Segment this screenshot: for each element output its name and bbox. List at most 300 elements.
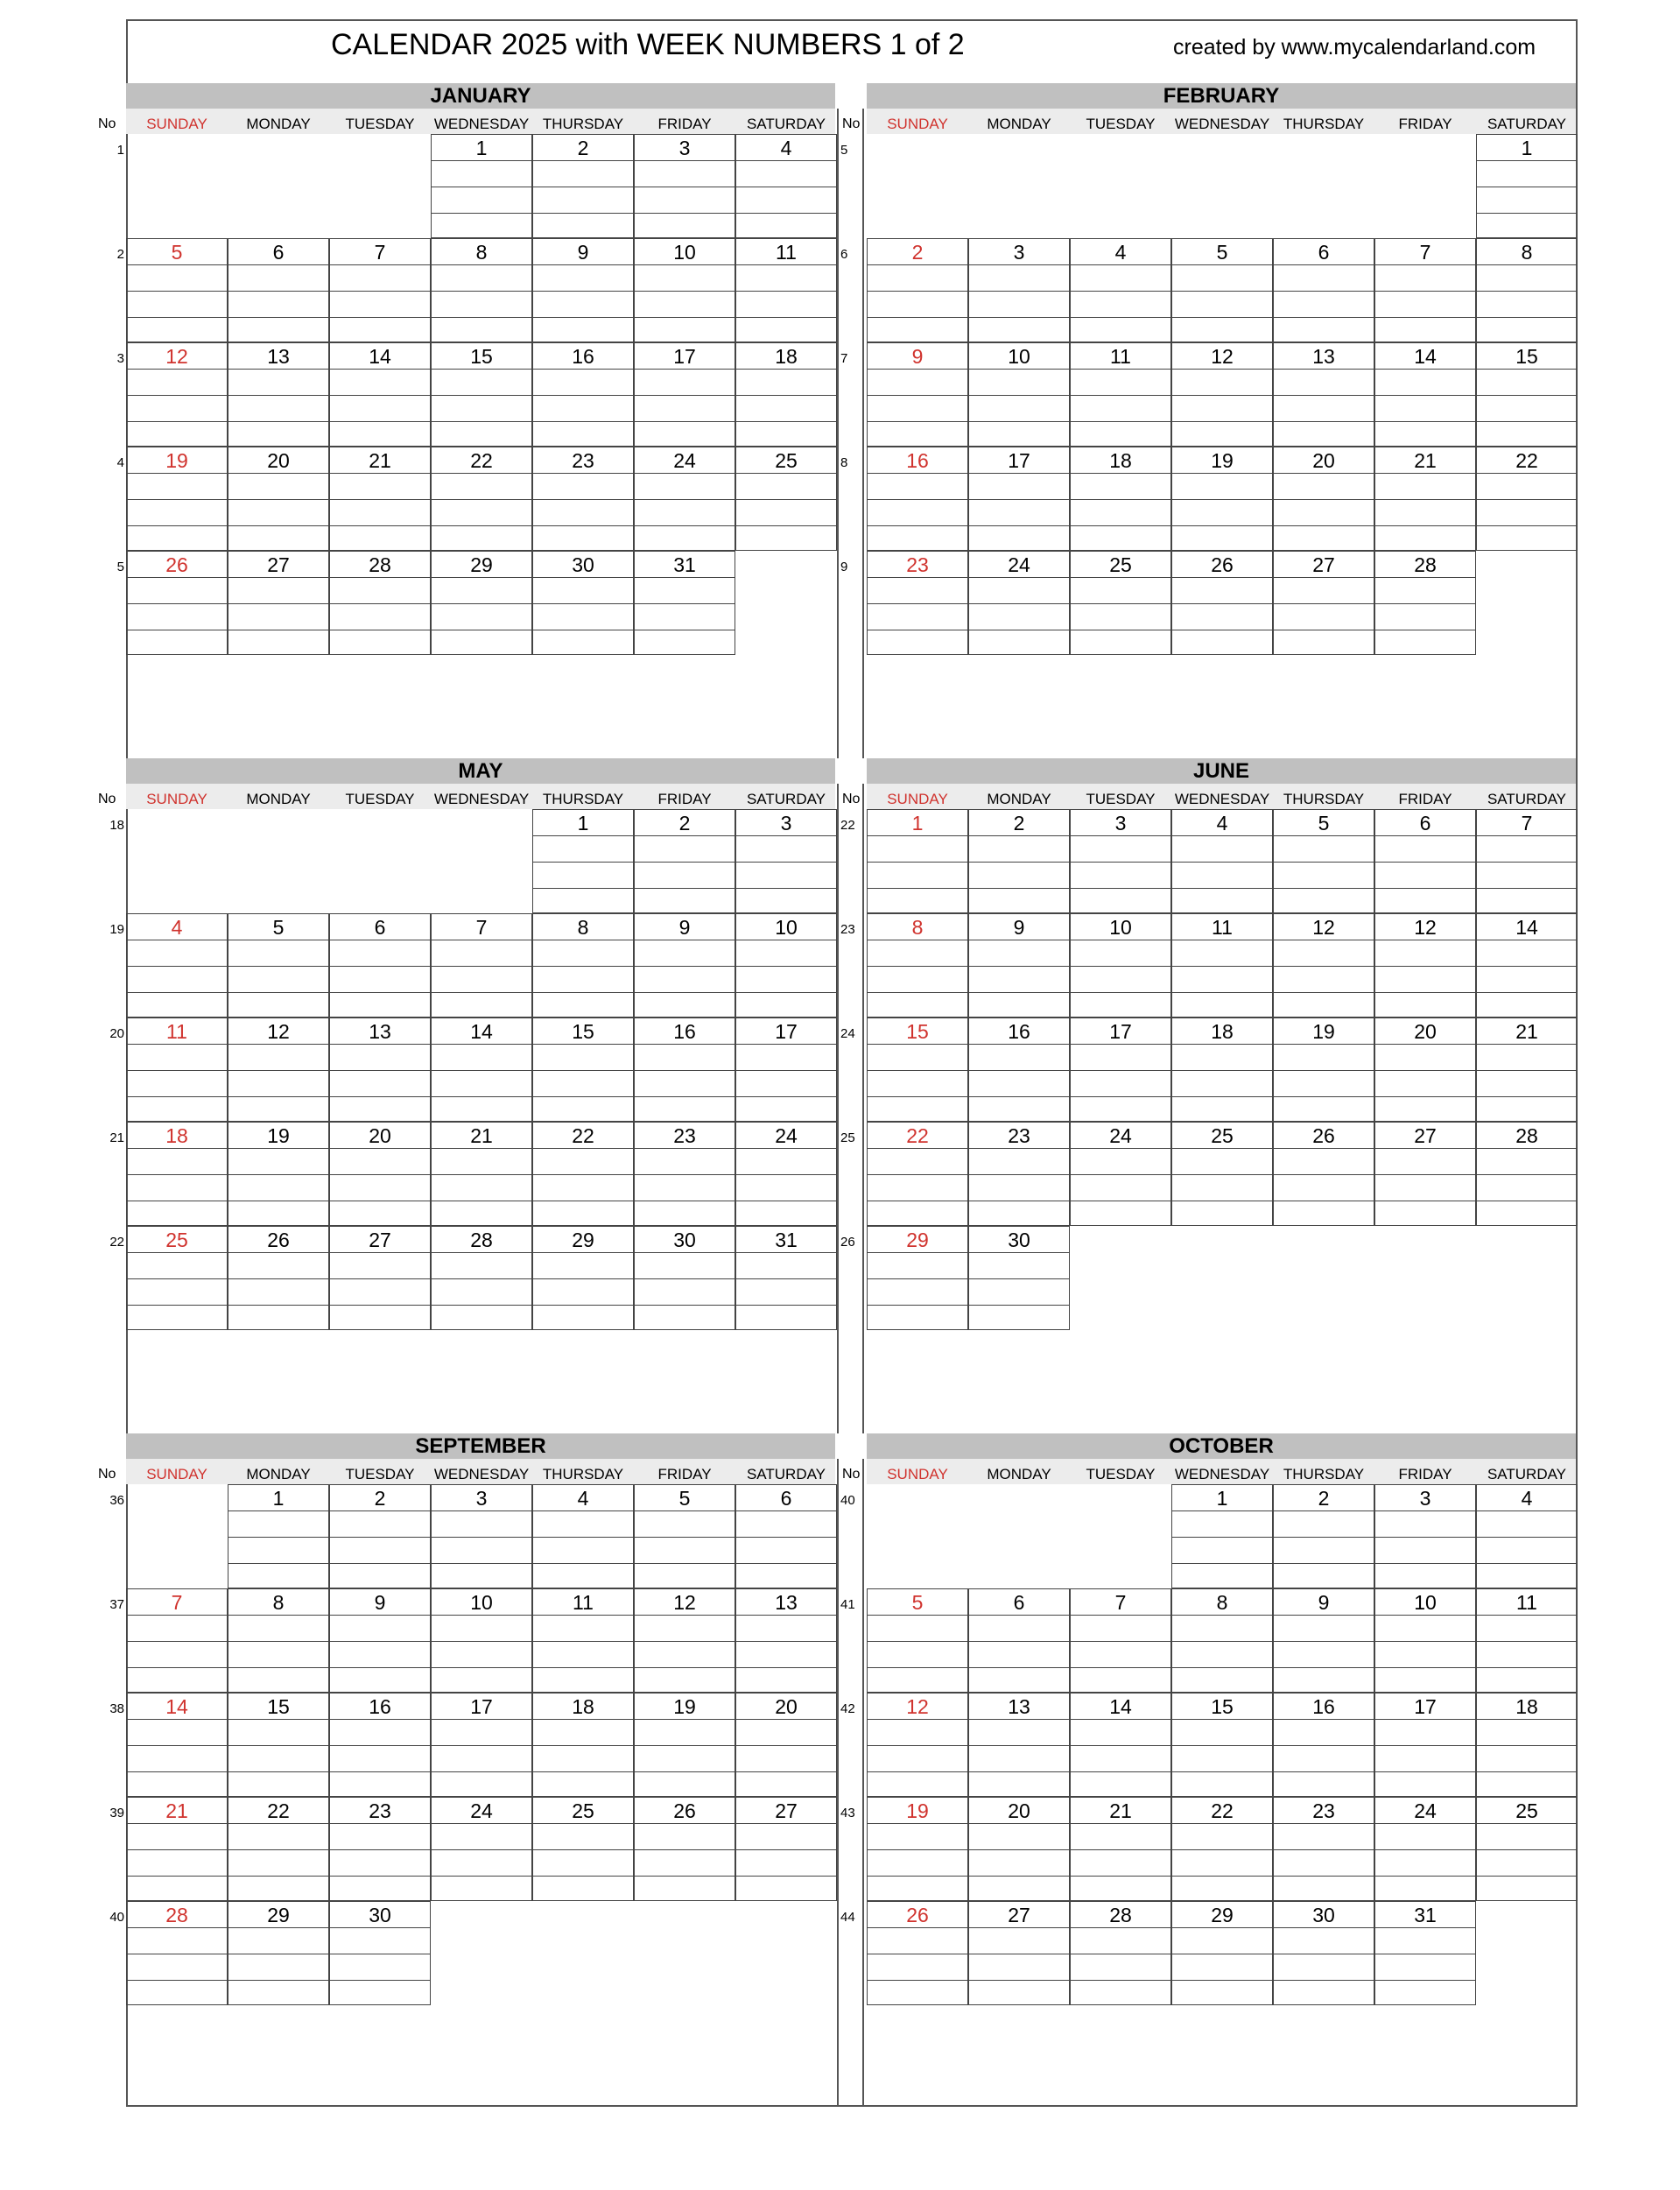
day-cell[interactable] xyxy=(634,1226,735,1330)
day-cell[interactable] xyxy=(431,447,532,551)
note-line xyxy=(1274,264,1374,265)
day-cell[interactable] xyxy=(634,447,735,551)
day-number: 22 xyxy=(470,449,493,472)
day-cell[interactable] xyxy=(1273,551,1374,655)
day-cell[interactable] xyxy=(431,342,532,447)
day-cell[interactable] xyxy=(126,1122,228,1226)
day-cell[interactable] xyxy=(1374,447,1476,551)
note-line xyxy=(1172,473,1272,474)
day-cell[interactable] xyxy=(1273,913,1374,1018)
day-cell[interactable] xyxy=(1171,1901,1273,2005)
day-cell[interactable] xyxy=(126,447,228,551)
empty-day-cell xyxy=(126,809,228,913)
day-cell[interactable] xyxy=(634,1693,735,1797)
day-cell[interactable] xyxy=(532,1484,634,1588)
day-cell[interactable] xyxy=(532,134,634,238)
day-cell[interactable] xyxy=(228,1484,329,1588)
day-cell[interactable] xyxy=(968,913,1070,1018)
day-cell[interactable] xyxy=(431,134,532,238)
day-cell[interactable] xyxy=(1070,447,1171,551)
note-line xyxy=(432,1667,531,1668)
day-cell[interactable] xyxy=(735,342,837,447)
week-row xyxy=(126,1122,835,1226)
day-cell[interactable] xyxy=(1273,1797,1374,1901)
day-cell[interactable] xyxy=(1374,913,1476,1018)
day-cell[interactable] xyxy=(532,1693,634,1797)
day-cell[interactable] xyxy=(329,551,431,655)
day-cell[interactable] xyxy=(431,1797,532,1901)
day-cell[interactable] xyxy=(867,1901,968,2005)
note-line xyxy=(432,1252,531,1253)
day-cell[interactable] xyxy=(532,1018,634,1122)
day-cell[interactable] xyxy=(634,342,735,447)
note-line xyxy=(736,1667,836,1668)
note-line xyxy=(635,1278,735,1279)
note-line xyxy=(533,160,633,161)
week-row xyxy=(867,551,1576,655)
day-cell[interactable] xyxy=(1171,238,1273,342)
weekday-label-wednesday: WEDNESDAY xyxy=(433,1466,530,1482)
day-cell[interactable] xyxy=(634,134,735,238)
day-cell[interactable] xyxy=(867,1018,968,1122)
day-cell[interactable] xyxy=(1374,1797,1476,1901)
day-number: 29 xyxy=(1211,1904,1234,1926)
weekday-label-thursday: THURSDAY xyxy=(1283,116,1365,132)
day-cell[interactable] xyxy=(532,1122,634,1226)
day-cell[interactable] xyxy=(1171,342,1273,447)
day-cell[interactable] xyxy=(1273,1588,1374,1693)
note-line xyxy=(1274,1096,1374,1097)
day-cell[interactable] xyxy=(735,809,837,913)
day-cell[interactable] xyxy=(1374,1901,1476,2005)
day-cell[interactable] xyxy=(1171,913,1273,1018)
day-cell[interactable] xyxy=(867,809,968,913)
day-cell[interactable] xyxy=(867,913,968,1018)
day-cell[interactable] xyxy=(634,809,735,913)
day-number: 8 xyxy=(1216,1591,1228,1614)
day-cell[interactable] xyxy=(431,1693,532,1797)
day-number: 27 xyxy=(1008,1904,1030,1926)
note-line xyxy=(330,966,430,967)
day-cell[interactable] xyxy=(968,447,1070,551)
day-number: 2 xyxy=(1318,1487,1330,1510)
day-cell[interactable] xyxy=(968,342,1070,447)
day-cell[interactable] xyxy=(329,1018,431,1122)
note-line xyxy=(868,395,967,396)
day-cell[interactable] xyxy=(968,1588,1070,1693)
day-cell[interactable] xyxy=(228,551,329,655)
day-cell[interactable] xyxy=(1476,809,1578,913)
day-cell[interactable] xyxy=(1070,342,1171,447)
day-cell[interactable] xyxy=(126,1226,228,1330)
note-line xyxy=(330,1849,430,1850)
day-number: 12 xyxy=(673,1591,696,1614)
note-line xyxy=(1274,1927,1374,1928)
note-line xyxy=(330,525,430,526)
note-line xyxy=(432,992,531,993)
day-cell[interactable] xyxy=(634,551,735,655)
day-cell[interactable] xyxy=(1476,134,1578,238)
day-cell[interactable] xyxy=(735,1484,837,1588)
day-cell[interactable] xyxy=(228,447,329,551)
note-line xyxy=(969,1278,1069,1279)
note-line xyxy=(1375,1510,1475,1511)
day-number: 16 xyxy=(572,345,594,368)
note-line xyxy=(969,264,1069,265)
day-cell[interactable] xyxy=(867,1122,968,1226)
day-cell[interactable] xyxy=(634,1797,735,1901)
day-cell[interactable] xyxy=(1476,1018,1578,1122)
empty-day-cell xyxy=(1273,134,1374,238)
day-cell[interactable] xyxy=(1171,1797,1273,1901)
day-cell[interactable] xyxy=(1476,1797,1578,1901)
empty-day-cell xyxy=(228,134,329,238)
day-cell[interactable] xyxy=(968,1797,1070,1901)
day-cell[interactable] xyxy=(634,1588,735,1693)
note-line xyxy=(533,1044,633,1045)
day-cell[interactable] xyxy=(1476,1122,1578,1226)
day-cell[interactable] xyxy=(1171,1018,1273,1122)
day-cell[interactable] xyxy=(431,551,532,655)
weekday-label-tuesday: TUESDAY xyxy=(345,1466,415,1482)
day-cell[interactable] xyxy=(735,447,837,551)
note-line xyxy=(736,1771,836,1772)
day-cell[interactable] xyxy=(867,1693,968,1797)
day-cell[interactable] xyxy=(329,1797,431,1901)
day-cell[interactable] xyxy=(1070,238,1171,342)
week-row xyxy=(126,238,835,342)
note-line xyxy=(868,603,967,604)
note-line xyxy=(1375,499,1475,500)
week-number: 40 xyxy=(840,1493,855,1508)
day-cell[interactable] xyxy=(735,1797,837,1901)
day-cell[interactable] xyxy=(968,1018,1070,1122)
day-cell[interactable] xyxy=(228,342,329,447)
day-number: 5 xyxy=(1216,241,1228,264)
note-line xyxy=(868,1044,967,1045)
day-cell[interactable] xyxy=(1070,1797,1171,1901)
day-cell[interactable] xyxy=(532,238,634,342)
day-number: 9 xyxy=(678,916,691,939)
weekday-label-thursday: THURSDAY xyxy=(1283,791,1365,807)
day-cell[interactable] xyxy=(634,913,735,1018)
day-cell[interactable] xyxy=(1476,1693,1578,1797)
note-line xyxy=(1477,1044,1577,1045)
day-cell[interactable] xyxy=(634,238,735,342)
day-cell[interactable] xyxy=(1374,238,1476,342)
day-cell[interactable] xyxy=(1374,1588,1476,1693)
day-cell[interactable] xyxy=(228,913,329,1018)
day-cell[interactable] xyxy=(1273,447,1374,551)
week-row xyxy=(126,809,835,913)
note-line xyxy=(533,835,633,836)
day-cell[interactable] xyxy=(1070,1693,1171,1797)
note-line xyxy=(1274,1719,1374,1720)
day-cell[interactable] xyxy=(1171,551,1273,655)
day-cell[interactable] xyxy=(431,913,532,1018)
day-cell[interactable] xyxy=(431,1226,532,1330)
day-cell[interactable] xyxy=(532,551,634,655)
day-cell[interactable] xyxy=(735,1693,837,1797)
day-cell[interactable] xyxy=(867,1226,968,1330)
week-number: 9 xyxy=(840,560,848,574)
day-cell[interactable] xyxy=(228,238,329,342)
note-line xyxy=(432,1823,531,1824)
day-number: 11 xyxy=(1110,345,1131,368)
week-row xyxy=(126,1797,835,1901)
note-line xyxy=(533,862,633,863)
day-cell[interactable] xyxy=(1374,1693,1476,1797)
day-cell[interactable] xyxy=(228,1588,329,1693)
column-divider xyxy=(837,784,864,1433)
day-cell[interactable] xyxy=(1273,1018,1374,1122)
day-number: 27 xyxy=(267,553,290,576)
day-cell[interactable] xyxy=(1374,809,1476,913)
day-cell[interactable] xyxy=(126,342,228,447)
day-cell[interactable] xyxy=(634,1484,735,1588)
day-cell[interactable] xyxy=(1070,551,1171,655)
day-cell[interactable] xyxy=(532,809,634,913)
day-cell[interactable] xyxy=(867,1588,968,1693)
day-cell[interactable] xyxy=(1476,913,1578,1018)
note-line xyxy=(432,966,531,967)
note-line xyxy=(1071,1823,1170,1824)
day-number: 14 xyxy=(470,1020,493,1043)
note-line xyxy=(228,317,328,318)
day-cell[interactable] xyxy=(431,1122,532,1226)
day-cell[interactable] xyxy=(126,1901,228,2005)
day-cell[interactable] xyxy=(968,1901,1070,2005)
note-line xyxy=(1375,317,1475,318)
note-line xyxy=(1477,1823,1577,1824)
note-line xyxy=(533,1096,633,1097)
day-cell[interactable] xyxy=(228,1901,329,2005)
day-cell[interactable] xyxy=(329,1484,431,1588)
day-cell[interactable] xyxy=(1070,1588,1171,1693)
day-number: 8 xyxy=(911,916,924,939)
day-cell[interactable] xyxy=(126,1588,228,1693)
day-cell[interactable] xyxy=(329,1901,431,2005)
note-line xyxy=(432,1044,531,1045)
day-number: 28 xyxy=(1515,1124,1538,1147)
day-number: 22 xyxy=(1211,1799,1234,1822)
note-line xyxy=(1071,499,1170,500)
day-cell[interactable] xyxy=(1476,1484,1578,1588)
note-line xyxy=(330,1719,430,1720)
day-number: 26 xyxy=(267,1229,290,1251)
day-cell[interactable] xyxy=(634,1018,735,1122)
week-number: 4 xyxy=(116,455,124,470)
day-number: 31 xyxy=(673,553,696,576)
day-cell[interactable] xyxy=(735,913,837,1018)
day-cell[interactable] xyxy=(228,1693,329,1797)
day-cell[interactable] xyxy=(1374,342,1476,447)
day-cell[interactable] xyxy=(431,1484,532,1588)
day-cell[interactable] xyxy=(968,1693,1070,1797)
day-cell[interactable] xyxy=(1273,1693,1374,1797)
note-line xyxy=(868,264,967,265)
day-number: 30 xyxy=(572,553,594,576)
day-number: 27 xyxy=(775,1799,798,1822)
day-cell[interactable] xyxy=(735,1122,837,1226)
day-cell[interactable] xyxy=(1273,809,1374,913)
day-cell[interactable] xyxy=(532,447,634,551)
day-cell[interactable] xyxy=(867,551,968,655)
day-cell[interactable] xyxy=(1476,1588,1578,1693)
day-cell[interactable] xyxy=(431,238,532,342)
day-cell[interactable] xyxy=(968,551,1070,655)
weekday-label-friday: FRIDAY xyxy=(1398,1466,1452,1482)
day-cell[interactable] xyxy=(1273,1122,1374,1226)
week-number-column-label: No xyxy=(842,116,861,131)
weekday-label-wednesday: WEDNESDAY xyxy=(1174,1466,1270,1482)
day-cell[interactable] xyxy=(1273,342,1374,447)
day-number: 20 xyxy=(775,1695,798,1718)
note-line xyxy=(1274,888,1374,889)
note-line xyxy=(635,835,735,836)
week-number: 37 xyxy=(109,1597,124,1612)
day-cell[interactable] xyxy=(126,1018,228,1122)
empty-day-cell xyxy=(431,809,532,913)
day-cell[interactable] xyxy=(1374,1122,1476,1226)
day-cell[interactable] xyxy=(228,1018,329,1122)
day-cell[interactable] xyxy=(1476,238,1578,342)
day-cell[interactable] xyxy=(1070,1122,1171,1226)
day-cell[interactable] xyxy=(867,447,968,551)
week-row xyxy=(126,342,835,447)
note-line xyxy=(228,1641,328,1642)
day-number: 25 xyxy=(1211,1124,1234,1147)
day-cell[interactable] xyxy=(329,447,431,551)
day-cell[interactable] xyxy=(867,1797,968,1901)
day-cell[interactable] xyxy=(1171,809,1273,913)
day-cell[interactable] xyxy=(532,1797,634,1901)
day-cell[interactable] xyxy=(126,238,228,342)
day-cell[interactable] xyxy=(126,1693,228,1797)
note-line xyxy=(969,1096,1069,1097)
day-cell[interactable] xyxy=(1171,1122,1273,1226)
day-cell[interactable] xyxy=(329,342,431,447)
day-number: 6 xyxy=(1013,1591,1025,1614)
day-cell[interactable] xyxy=(431,1018,532,1122)
note-line xyxy=(1172,1667,1272,1668)
day-cell[interactable] xyxy=(968,1226,1070,1330)
day-number: 16 xyxy=(906,449,929,472)
week-row xyxy=(126,1901,835,2005)
day-cell[interactable] xyxy=(1171,447,1273,551)
day-cell[interactable] xyxy=(329,1226,431,1330)
week-number: 21 xyxy=(109,1130,124,1145)
day-cell[interactable] xyxy=(968,238,1070,342)
day-cell[interactable] xyxy=(1273,1484,1374,1588)
note-line xyxy=(1172,1615,1272,1616)
day-cell[interactable] xyxy=(968,809,1070,913)
day-cell[interactable] xyxy=(735,1226,837,1330)
day-cell[interactable] xyxy=(431,1588,532,1693)
empty-day-cell xyxy=(1070,1226,1171,1330)
day-cell[interactable] xyxy=(735,1588,837,1693)
day-cell[interactable] xyxy=(735,1018,837,1122)
day-cell[interactable] xyxy=(735,134,837,238)
note-line xyxy=(868,577,967,578)
day-cell[interactable] xyxy=(329,1693,431,1797)
note-line xyxy=(868,1745,967,1746)
day-cell[interactable] xyxy=(634,1122,735,1226)
day-number: 13 xyxy=(775,1591,798,1614)
day-number: 5 xyxy=(911,1591,924,1614)
note-line xyxy=(1071,395,1170,396)
note-line xyxy=(868,992,967,993)
day-cell[interactable] xyxy=(968,1122,1070,1226)
day-cell[interactable] xyxy=(126,913,228,1018)
day-cell[interactable] xyxy=(1273,1901,1374,2005)
day-number: 12 xyxy=(906,1695,929,1718)
day-number: 13 xyxy=(267,345,290,368)
note-line xyxy=(736,992,836,993)
day-cell[interactable] xyxy=(1476,342,1578,447)
note-line xyxy=(533,395,633,396)
day-cell[interactable] xyxy=(1476,447,1578,551)
day-cell[interactable] xyxy=(1273,238,1374,342)
day-cell[interactable] xyxy=(1070,809,1171,913)
note-line xyxy=(1274,992,1374,993)
day-cell[interactable] xyxy=(532,1226,634,1330)
week-number: 25 xyxy=(840,1130,855,1145)
note-line xyxy=(432,1563,531,1564)
day-cell[interactable] xyxy=(126,1797,228,1901)
day-cell[interactable] xyxy=(1171,1588,1273,1693)
empty-day-cell xyxy=(126,134,228,238)
day-cell[interactable] xyxy=(867,238,968,342)
day-number: 19 xyxy=(165,449,188,472)
day-cell[interactable] xyxy=(329,913,431,1018)
week-number: 5 xyxy=(840,143,848,158)
day-cell[interactable] xyxy=(1374,1484,1476,1588)
day-cell[interactable] xyxy=(1070,1901,1171,2005)
day-cell[interactable] xyxy=(329,238,431,342)
day-cell[interactable] xyxy=(867,342,968,447)
day-cell[interactable] xyxy=(1070,913,1171,1018)
week-number: 42 xyxy=(840,1701,855,1716)
day-cell[interactable] xyxy=(735,238,837,342)
note-line xyxy=(432,473,531,474)
day-cell[interactable] xyxy=(1374,1018,1476,1122)
note-line xyxy=(1274,1510,1374,1511)
day-cell[interactable] xyxy=(532,342,634,447)
day-cell[interactable] xyxy=(126,551,228,655)
day-number: 27 xyxy=(369,1229,391,1251)
day-cell[interactable] xyxy=(1171,1693,1273,1797)
day-cell[interactable] xyxy=(228,1226,329,1330)
day-number: 18 xyxy=(1515,1695,1538,1718)
day-cell[interactable] xyxy=(329,1588,431,1693)
day-cell[interactable] xyxy=(1171,1484,1273,1588)
note-line xyxy=(868,1980,967,1981)
column-divider xyxy=(837,1459,864,2107)
day-cell[interactable] xyxy=(1070,1018,1171,1122)
day-cell[interactable] xyxy=(228,1797,329,1901)
note-line xyxy=(1071,1096,1170,1097)
day-cell[interactable] xyxy=(228,1122,329,1226)
note-line xyxy=(1172,421,1272,422)
day-cell[interactable] xyxy=(532,913,634,1018)
day-number: 12 xyxy=(1414,916,1437,939)
day-cell[interactable] xyxy=(532,1588,634,1693)
note-line xyxy=(228,603,328,604)
day-cell[interactable] xyxy=(329,1122,431,1226)
day-number: 21 xyxy=(369,449,391,472)
day-cell[interactable] xyxy=(1374,551,1476,655)
